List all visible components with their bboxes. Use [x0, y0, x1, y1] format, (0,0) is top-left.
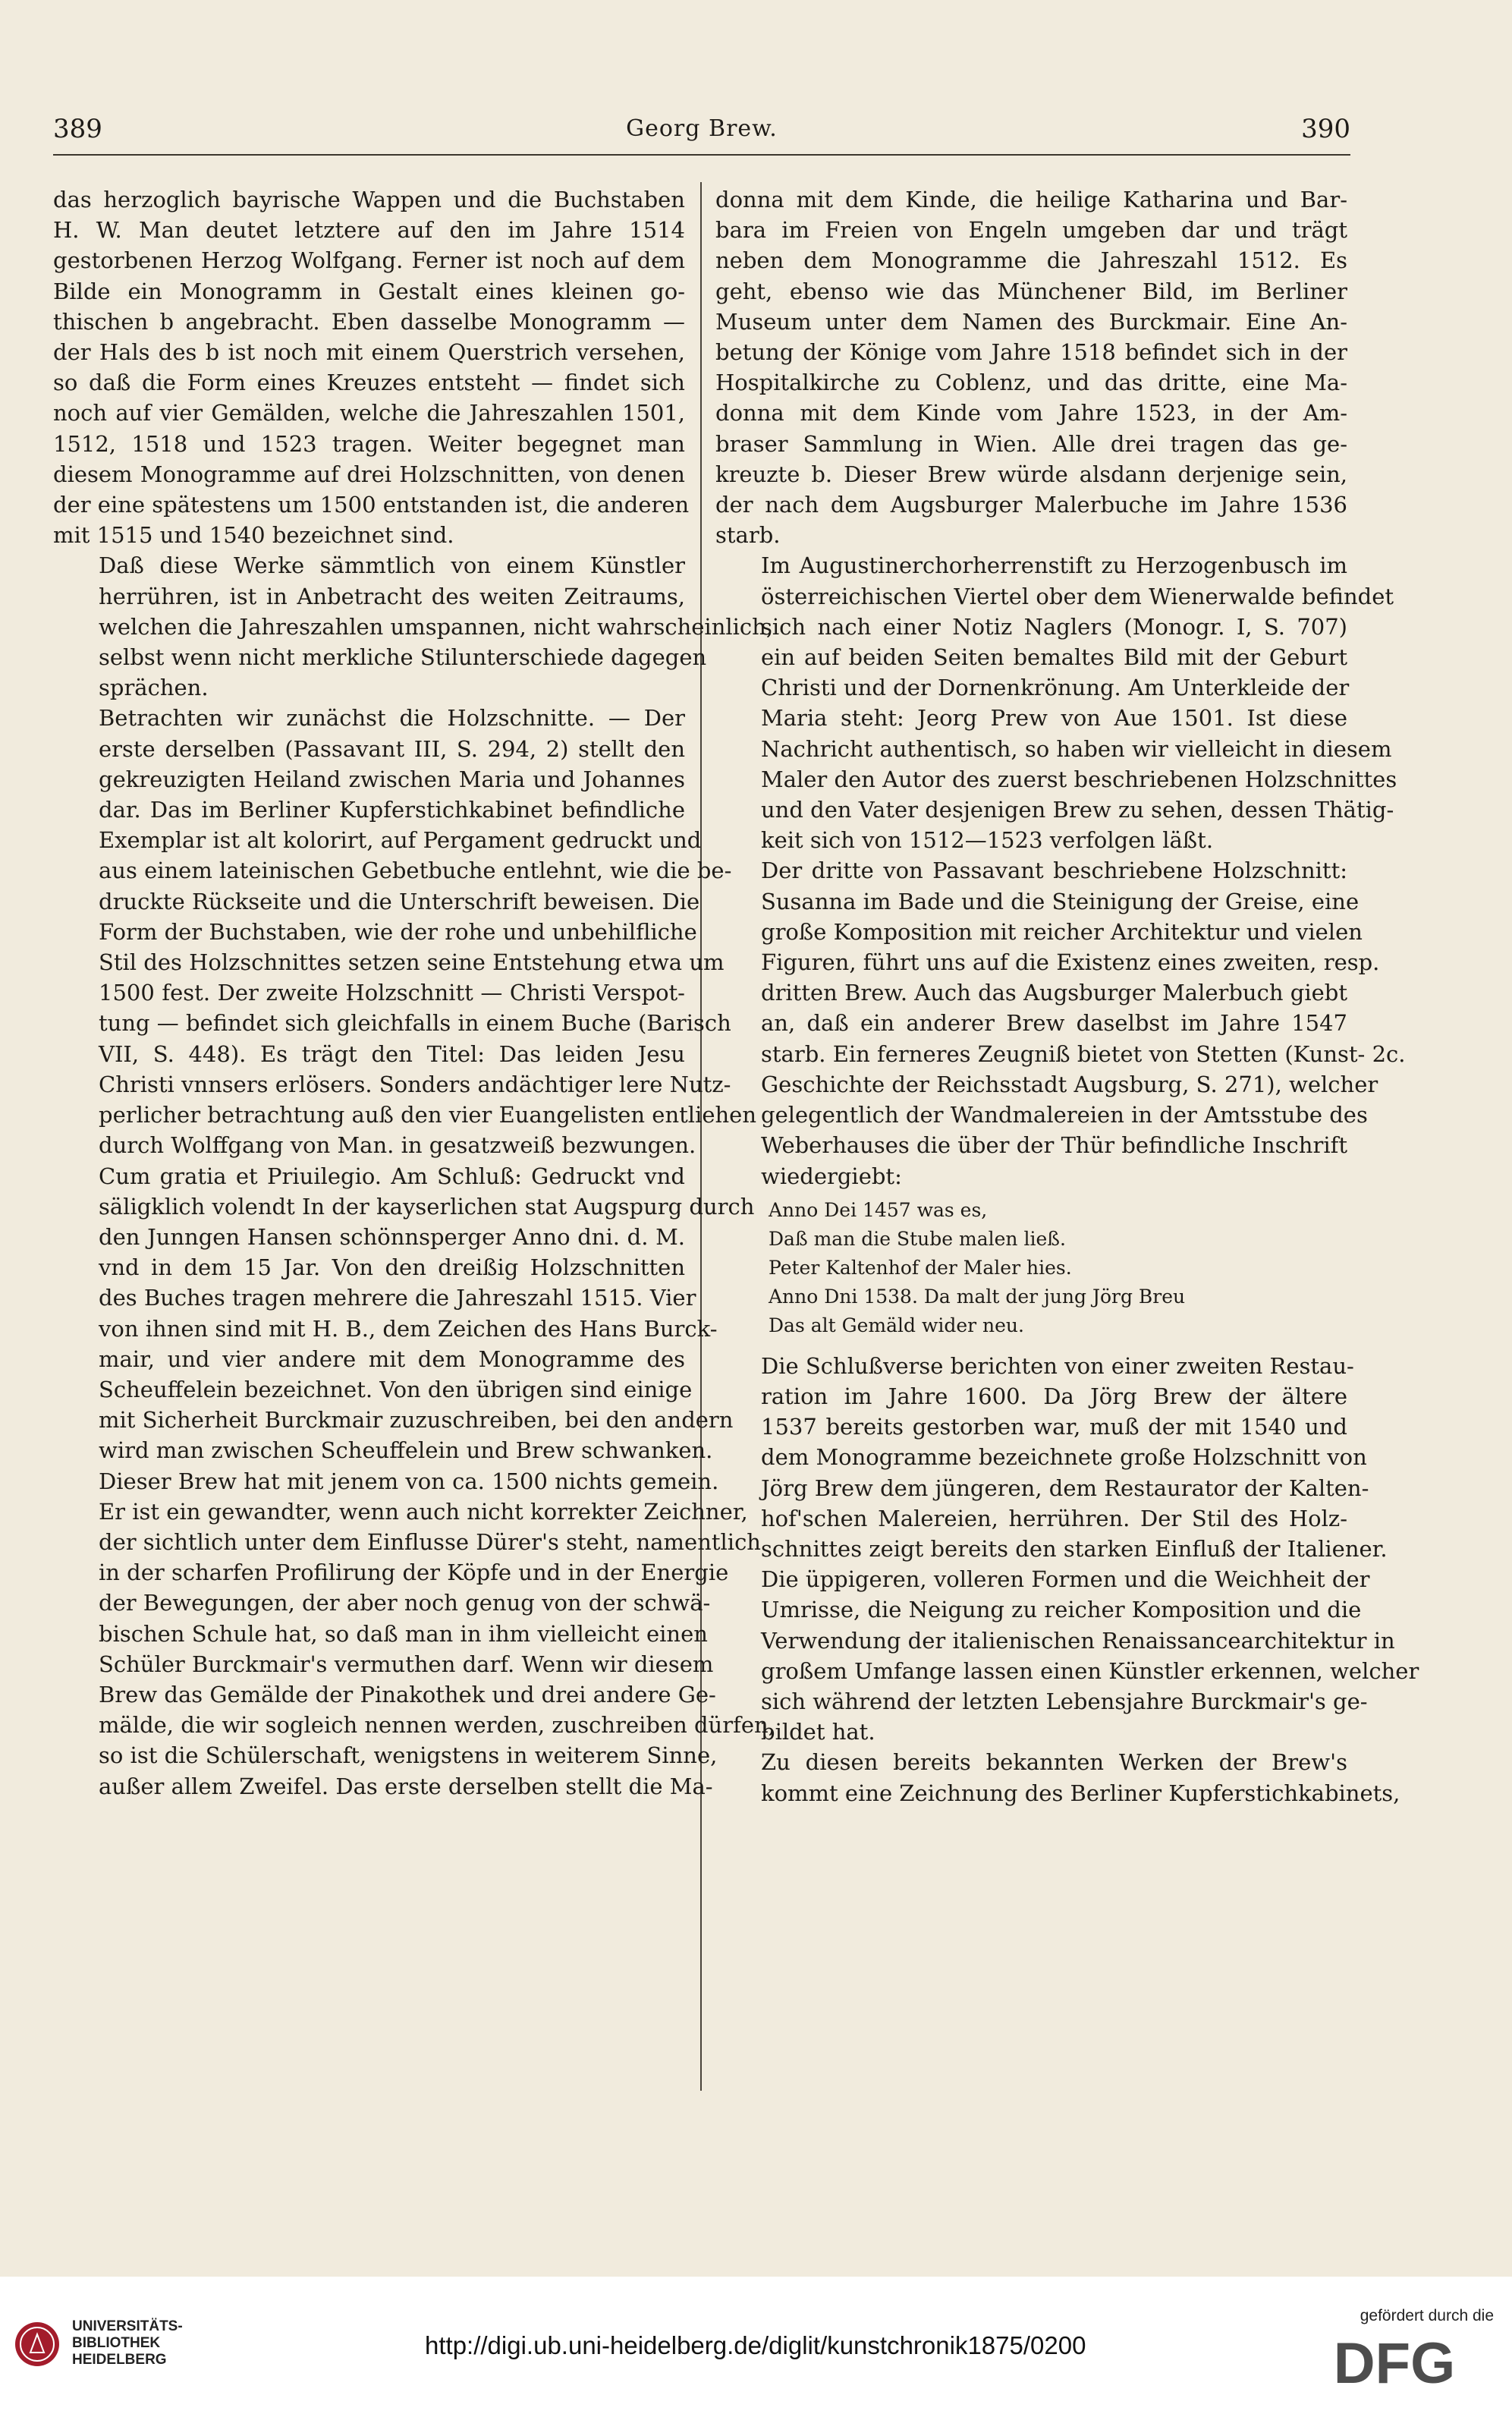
dfg-logo-icon: [1307, 2331, 1482, 2392]
text-line: der Hals des b ist noch mit einem Querstrich versehen,: [53, 339, 685, 366]
text-line: und den Vater desjenigen Brew zu sehen, dessen Thätig-: [761, 797, 1394, 823]
text-line: dar. Das im Berliner Kupferstichkabinet befindliche: [99, 797, 685, 823]
text-line: so daß die Form eines Kreuzes entsteht — findet sich: [53, 370, 685, 396]
verse-line: Daß man die Stube malen ließ.: [769, 1227, 1066, 1250]
right-column: [715, 184, 1419, 1808]
text-line: braser Sammlung in Wien. Alle drei tragen das ge-: [715, 430, 1347, 457]
text-line: VII, S. 448). Es trägt den Titel: Das leiden Jesu: [99, 1040, 685, 1067]
text-line: Die Schlußverse berichten von einer zweiten Restau-: [761, 1352, 1354, 1379]
text-line: Betrachten wir zunächst die Holzschnitte. — Der: [99, 705, 685, 732]
text-line: Maler den Autor des zuerst beschriebenen Holzschnittes: [761, 766, 1397, 792]
text-line: sich während der letzten Lebensjahre Burckmair's ge-: [761, 1688, 1368, 1714]
text-line: Bilde ein Monogramm in Gestalt eines kleinen go-: [53, 278, 685, 304]
text-line: Brew das Gemälde der Pinakothek und drei andere Ge-: [99, 1681, 716, 1707]
text-line: Maria steht: Jeorg Prew von Aue 1501. Ist diese: [761, 705, 1347, 732]
text-line: Nachricht authentisch, so haben wir vielleicht in diesem: [761, 735, 1392, 762]
text-line: Schüler Burckmair's vermuthen darf. Wenn wir diesem: [99, 1651, 714, 1677]
text-line: große Komposition mit reicher Architektur und vielen: [761, 918, 1363, 945]
text-line: Scheuffelein bezeichnet. Von den übrigen sind einige: [99, 1376, 693, 1402]
text-line: erste derselben (Passavant III, S. 294, 2) stellt den: [99, 735, 685, 762]
text-line: betung der Könige vom Jahre 1518 befindet sich in der: [715, 339, 1347, 366]
text-line: gelegentlich der Wandmalereien in der Amtsstube des: [761, 1102, 1368, 1128]
page-number-left: 389: [53, 114, 102, 144]
text-line: bildet hat.: [761, 1719, 875, 1745]
text-line: kreuzte b. Dieser Brew würde alsdann derjenige sein,: [715, 461, 1347, 487]
text-line: mälde, die wir sogleich nennen werden, zuschreiben dürfen,: [99, 1712, 775, 1739]
text-line: Stil des Holzschnittes setzen seine Entstehung etwa um: [99, 949, 725, 976]
right-column-upper: [715, 184, 1406, 1191]
text-line: selbst wenn nicht merkliche Stilunterschiede dagegen: [99, 644, 707, 671]
text-line: noch auf vier Gemälden, welche die Jahreszahlen 1501,: [53, 400, 685, 426]
text-line: das herzoglich bayrische Wappen und die Buchstaben: [53, 187, 685, 212]
text-line: starb. Ein ferneres Zeugniß bietet von Stetten (Kunst- 2c.: [761, 1040, 1406, 1067]
text-line: gestorbenen Herzog Wolfgang. Ferner ist noch auf dem: [53, 247, 685, 274]
text-line: Zu diesen bereits bekannten Werken der Brew's: [761, 1749, 1347, 1776]
text-line: österreichischen Viertel ober dem Wienerwalde befindet: [761, 583, 1394, 609]
text-line: Christi und der Dornenkrönung. Am Unterkleide der: [761, 675, 1350, 701]
verse-line: Peter Kaltenhof der Maler hies.: [769, 1256, 1072, 1279]
paragraph: [53, 550, 774, 703]
text-line: Exemplar ist alt kolorirt, auf Pergament gedruckt und: [99, 827, 702, 854]
paragraph: [715, 855, 1406, 1191]
text-line: mit Sicherheit Burckmair zuzuschreiben, bei den andern: [99, 1407, 734, 1434]
text-line: ration im Jahre 1600. Da Jörg Brew der ältere: [761, 1383, 1347, 1409]
text-line: Weberhauses die über der Thür befindliche Inschrift: [761, 1132, 1347, 1159]
permalink-url[interactable]: http://digi.ub.uni-heidelberg.de/diglit/kunstchronik1875/0200: [425, 2331, 1086, 2359]
text-line: bischen Schule hat, so daß man in ihm vielleicht einen: [99, 1620, 708, 1647]
funded-by-label: gefördert durch die: [1360, 2307, 1494, 2324]
text-line: Umrisse, die Neigung zu reicher Komposition und die: [761, 1597, 1362, 1623]
text-line: donna mit dem Kinde, die heilige Katharina und Bar-: [715, 187, 1347, 212]
text-line: sprächen.: [99, 675, 209, 701]
text-line: Der dritte von Passavant beschriebene Holzschnitt:: [761, 858, 1347, 884]
text-line: Susanna im Bade und die Steinigung der Greise, eine: [761, 888, 1360, 914]
text-line: 1512, 1518 und 1523 tragen. Weiter begegnet man: [53, 430, 685, 457]
text-line: starb.: [715, 522, 781, 549]
page-header: [53, 114, 1350, 144]
text-line: Geschichte der Reichsstadt Augsburg, S. 271), welcher: [761, 1071, 1378, 1097]
running-title: Georg Brew.: [626, 115, 778, 142]
text-line: bara im Freien von Engeln umgeben dar und trägt: [715, 217, 1347, 244]
text-line: sich nach einer Notiz Naglers (Monogr. I, S. 707): [761, 613, 1347, 640]
text-line: Hospitalkirche zu Coblenz, und das dritte, eine Ma-: [715, 370, 1347, 396]
text-line: keit sich von 1512—1523 verfolgen läßt.: [761, 827, 1214, 854]
text-line: H. W. Man deutet letztere auf den im Jahre 1514: [53, 217, 685, 244]
text-line: tung — befindet sich gleichfalls in einem Buche (Barisch: [99, 1010, 731, 1037]
text-line: Im Augustinerchorherrenstift zu Herzogenbusch im: [761, 552, 1347, 579]
text-line: den Junngen Hansen schönnsperger Anno dni. d. M.: [99, 1223, 685, 1250]
text-line: welchen die Jahreszahlen umspannen, nicht wahrscheinlich,: [99, 613, 774, 640]
right-column-lower: [715, 1351, 1419, 1808]
text-line: Form der Buchstaben, wie der rohe und unbehilfliche: [99, 918, 697, 945]
text-line: in der scharfen Profilirung der Köpfe und in der Energie: [99, 1560, 729, 1586]
text-line: schnittes zeigt bereits den starken Einfluß der Italiener.: [761, 1535, 1388, 1562]
verse-line: Das alt Gemäld wider neu.: [769, 1314, 1024, 1336]
university-seal-icon: [14, 2321, 61, 2368]
text-line: dritten Brew. Auch das Augsburger Malerbuch giebt: [761, 980, 1347, 1006]
text-line: außer allem Zweifel. Das erste derselben stellt die Ma-: [99, 1773, 713, 1799]
text-line: großem Umfange lassen einen Künstler erkennen, welcher: [761, 1657, 1419, 1684]
text-line: Er ist ein gewandter, wenn auch nicht korrekter Zeichner,: [99, 1498, 748, 1525]
text-line: Figuren, führt uns auf die Existenz eines zweiten, resp.: [761, 949, 1380, 976]
institution-line: HEIDELBERG: [72, 2352, 167, 2368]
text-line: druckte Rückseite und die Unterschrift beweisen. Die: [99, 888, 700, 914]
text-line: Christi vnnsers erlösers. Sonders andächtiger lere Nutz-: [99, 1071, 731, 1097]
header-rule: [53, 154, 1350, 156]
text-line: Museum unter dem Namen des Burckmair. Eine An-: [715, 308, 1347, 335]
inscription-verse: [769, 1196, 1347, 1340]
text-line: Die üppigeren, volleren Formen und die Weichheit der: [761, 1566, 1370, 1593]
text-line: donna mit dem Kinde vom Jahre 1523, in der Am-: [715, 400, 1347, 426]
paragraph: [715, 550, 1397, 855]
text-line: säligklich volendt In der kayserlichen stat Augspurg durch: [99, 1193, 755, 1220]
text-line: wird man zwischen Scheuffelein und Brew schwanken.: [99, 1437, 713, 1464]
text-line: gekreuzigten Heiland zwischen Maria und Johannes: [99, 766, 685, 792]
paragraph: [53, 703, 775, 1801]
text-line: 1500 fest. Der zweite Holzschnitt — Christi Verspot-: [99, 980, 685, 1006]
text-line: neben dem Monogramme die Jahreszahl 1512. Es: [715, 247, 1347, 274]
paragraph: [715, 1351, 1419, 1748]
text-line: Verwendung der italienischen Renaissancearchitektur in: [761, 1627, 1395, 1654]
institution-line: BIBLIOTHEK: [72, 2335, 161, 2351]
text-line: geht, ebenso wie das Münchener Bild, im Berliner: [715, 278, 1347, 304]
text-line: Daß diese Werke sämmtlich von einem Künstler: [99, 552, 685, 579]
paragraph: [715, 1747, 1400, 1808]
text-line: der Bewegungen, der aber noch genug von der schwä-: [99, 1590, 711, 1616]
text-line: vnd in dem 15 Jar. Von den dreißig Holzschnitten: [99, 1254, 685, 1281]
text-line: ein auf beiden Seiten bemaltes Bild mit der Geburt: [761, 644, 1347, 671]
text-line: kommt eine Zeichnung des Berliner Kupferstichkabinets,: [761, 1780, 1400, 1806]
paragraph: [715, 184, 1347, 550]
text-line: dem Monogramme bezeichnete große Holzschnitt von: [761, 1444, 1367, 1471]
text-line: diesem Monogramme auf drei Holzschnitten, von denen: [53, 461, 685, 487]
text-line: 1537 bereits gestorben war, muß der mit 1540 und: [761, 1414, 1347, 1440]
text-line: Dieser Brew hat mit jenem von ca. 1500 nichts gemein.: [99, 1468, 719, 1494]
text-line: mair, und vier andere mit dem Monogramme des: [99, 1345, 685, 1372]
text-line: Jörg Brew dem jüngeren, dem Restaurator der Kalten-: [761, 1475, 1369, 1501]
institution-name: [72, 2318, 183, 2368]
text-line: Cum gratia et Priuilegio. Am Schluß: Gedruckt vnd: [99, 1163, 685, 1189]
text-line: der eine spätestens um 1500 entstanden ist, die anderen: [53, 492, 690, 518]
text-line: aus einem lateinischen Gebetbuche entlehnt, wie die be-: [99, 858, 732, 884]
text-line: an, daß ein anderer Brew daselbst im Jahre 1547: [761, 1010, 1347, 1037]
text-line: der nach dem Augsburger Malerbuche im Jahre 1536: [715, 492, 1347, 518]
text-line: hof'schen Malereien, herrühren. Der Stil des Holz-: [761, 1505, 1347, 1531]
verse-line: Anno Dei 1457 was es,: [769, 1198, 988, 1221]
text-line: perlicher betrachtung auß den vier Euangelisten entliehen: [99, 1102, 757, 1128]
text-line: mit 1515 und 1540 bezeichnet sind.: [53, 522, 454, 549]
dfg-logo-text: DFG: [1333, 2331, 1456, 2392]
text-line: herrühren, ist in Anbetracht des weiten Zeitraums,: [99, 583, 685, 609]
text-line: durch Wolffgang von Man. in gesatzweiß bezwungen.: [99, 1132, 696, 1159]
column-divider: [700, 182, 702, 2091]
text-line: so ist die Schülerschaft, wenigstens in weiterem Sinne,: [99, 1742, 718, 1769]
text-line: thischen b angebracht. Eben dasselbe Monogramm —: [53, 308, 685, 335]
text-line: des Buches tragen mehrere die Jahreszahl 1515. Vier: [99, 1285, 696, 1311]
text-line: der sichtlich unter dem Einflusse Dürer's steht, namentlich: [99, 1528, 761, 1555]
paragraph: [53, 184, 690, 550]
page-number-right: 390: [1301, 114, 1350, 144]
text-line: wiedergiebt:: [761, 1163, 902, 1189]
verse-line: Anno Dni 1538. Da malt der jung Jörg Breu: [769, 1285, 1186, 1308]
institution-line: UNIVERSITÄTS-: [72, 2318, 183, 2334]
digitization-footer: [0, 2277, 1512, 2414]
text-line: von ihnen sind mit H. B., dem Zeichen des Hans Burck-: [99, 1315, 718, 1342]
